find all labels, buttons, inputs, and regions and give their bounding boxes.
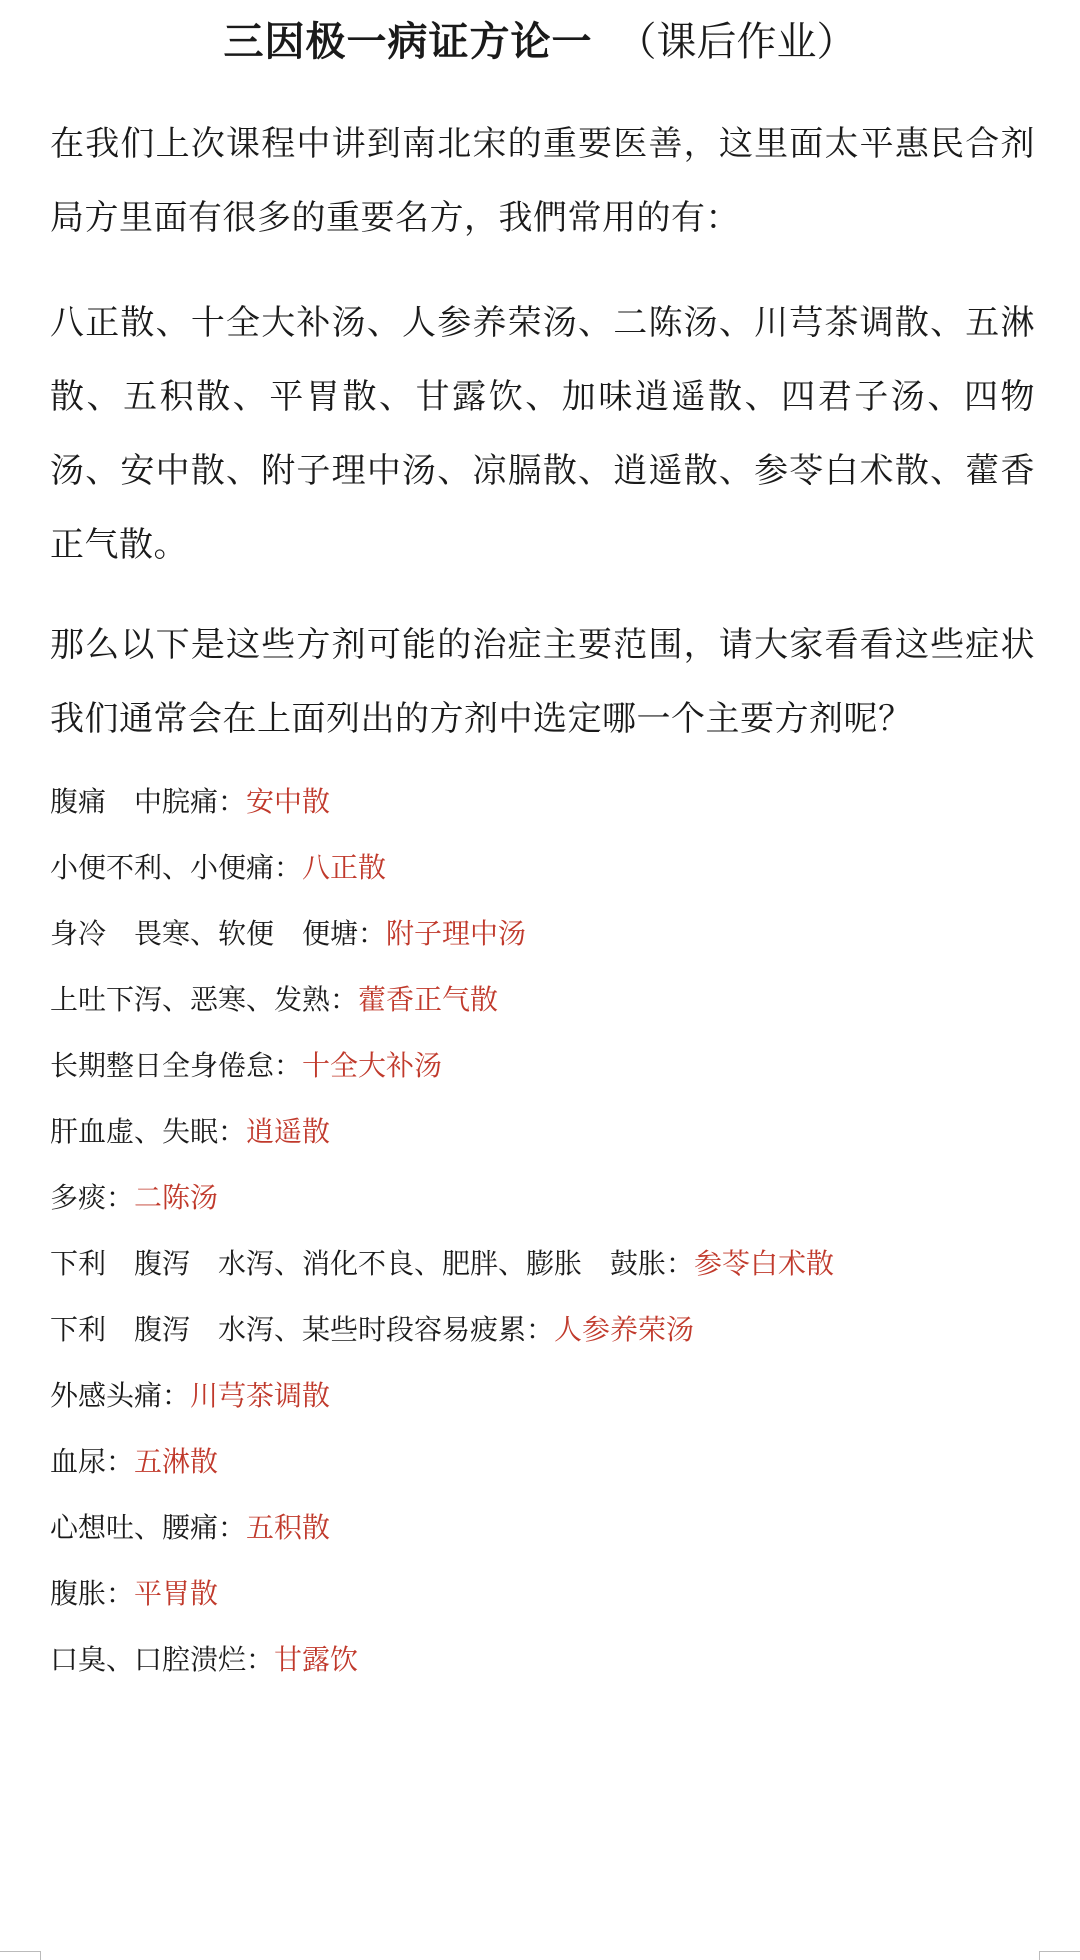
formula-answer: 川芎茶调散 xyxy=(190,1379,331,1412)
page-corner-mark-right xyxy=(1039,1951,1080,1960)
formula-list-paragraph: 八正散、十全大补汤、人参养荣汤、二陈汤、川芎茶调散、五淋散、五积散、平胃散、甘露饮、加味逍遥散、四君子汤、四物汤、安中散、附子理中汤、凉膈散、逍遥散、参苓白术散、藿香正气散。 xyxy=(50,303,1035,565)
formula-answer: 安中散 xyxy=(246,785,331,818)
symptom-text: 心想吐、腰痛： xyxy=(50,1511,247,1544)
formula-answer: 藿香正气散 xyxy=(358,983,499,1016)
formula-answer: 二陈汤 xyxy=(134,1181,219,1214)
symptom-text: 腹胀： xyxy=(50,1577,135,1610)
symptom-item xyxy=(50,1102,1035,1168)
symptom-item xyxy=(50,970,1035,1036)
symptom-text: 下利 腹泻 水泻、某些时段容易疲累： xyxy=(50,1313,555,1346)
formula-answer: 十全大补汤 xyxy=(302,1049,443,1082)
symptom-item xyxy=(50,1564,1035,1630)
page-corner-mark-left xyxy=(0,1951,41,1960)
symptom-item xyxy=(50,838,1035,904)
formula-answer: 逍遥散 xyxy=(246,1115,331,1148)
formula-answer: 五淋散 xyxy=(134,1445,219,1478)
formula-answer: 五积散 xyxy=(246,1511,331,1544)
document-title xyxy=(0,12,1080,72)
symptom-item xyxy=(50,904,1035,970)
formula-answer: 平胃散 xyxy=(134,1577,219,1610)
formula-answer: 人参养荣汤 xyxy=(554,1313,695,1346)
symptom-item xyxy=(50,1630,1035,1696)
intro-paragraph: 在我们上次课程中讲到南北宋的重要医善，这里面太平惠民合剂局方里面有很多的重要名方，我們常用的有： xyxy=(50,124,1035,238)
formula-answer: 甘露饮 xyxy=(274,1643,359,1676)
symptom-text: 血尿： xyxy=(50,1445,135,1478)
symptom-item xyxy=(50,1036,1035,1102)
formula-answer: 参苓白术散 xyxy=(694,1247,835,1280)
formula-answer: 八正散 xyxy=(302,851,387,884)
symptom-answer-list xyxy=(50,772,1035,1696)
symptom-item xyxy=(50,1498,1035,1564)
symptom-text: 长期整日全身倦怠： xyxy=(50,1049,303,1082)
symptom-item xyxy=(50,1432,1035,1498)
symptom-item xyxy=(50,1168,1035,1234)
symptom-text: 上吐下泻、恶寒、发熟： xyxy=(50,983,359,1016)
symptom-item xyxy=(50,772,1035,838)
symptom-text: 口臭、口腔溃烂： xyxy=(50,1643,275,1676)
title-main: 三因极一病证方论一 xyxy=(223,18,593,65)
question-paragraph: 那么以下是这些方剂可能的治症主要范围，请大家看看这些症状我们通常会在上面列出的方剂中选定哪一个主要方剂呢？ xyxy=(50,625,1035,739)
symptom-text: 外感头痛： xyxy=(50,1379,191,1412)
symptom-text: 小便不利、小便痛： xyxy=(50,851,303,884)
symptom-text: 肝血虚、失眠： xyxy=(50,1115,247,1148)
symptom-item xyxy=(50,1366,1035,1432)
formula-answer: 附子理中汤 xyxy=(386,917,527,950)
symptom-text: 腹痛 中脘痛： xyxy=(50,785,247,818)
symptom-item xyxy=(50,1300,1035,1366)
symptom-text: 多痰： xyxy=(50,1181,135,1214)
symptom-text: 身冷 畏寒、软便 便塘： xyxy=(50,917,387,950)
symptom-text: 下利 腹泻 水泻、消化不良、肥胖、膨胀 鼓胀： xyxy=(50,1247,695,1280)
symptom-item xyxy=(50,1234,1035,1300)
title-subtitle: （课后作业） xyxy=(616,19,857,65)
